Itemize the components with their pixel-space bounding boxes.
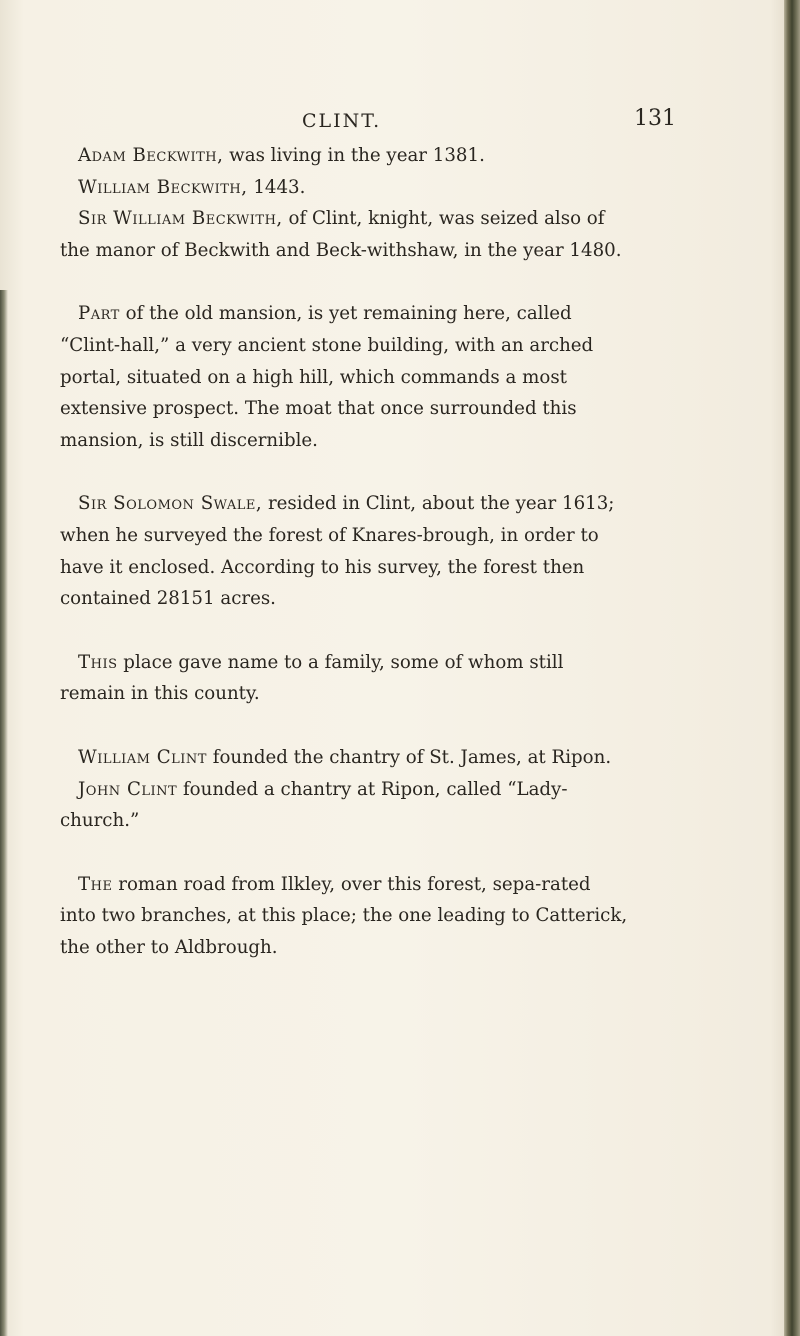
paragraph-lead: William Clint: [78, 746, 207, 768]
paragraph-william-clint: [60, 742, 628, 774]
paragraph-lead: William Beckwith,: [78, 176, 248, 198]
paragraph-text: was living in the year 1381.: [223, 145, 485, 166]
paragraph-william-beckwith: [60, 172, 628, 204]
paragraph-text: founded the chantry of St. James, at Ripon.: [206, 746, 612, 768]
paragraph-sir-solomon-swale: [60, 488, 628, 614]
page-body: [60, 140, 628, 963]
paragraph-sir-william-beckwith: [60, 203, 628, 266]
paragraph-lead: The: [78, 873, 113, 895]
paragraph-lead: Adam Beckwith,: [78, 145, 224, 166]
page-edge-right: [784, 0, 800, 1336]
paragraph-text: founded a chantry at Ripon, called “Lady-church.”: [60, 778, 568, 832]
paragraph-text: place gave name to a family, some of whom still remain in this county.: [60, 651, 564, 705]
paragraph-roman-road: [60, 869, 628, 964]
paragraph-old-mansion: [60, 298, 628, 456]
page-binding-shadow-left: [0, 290, 8, 1336]
paragraph-lead: Part: [78, 303, 120, 325]
paragraph-family-name: [60, 647, 628, 710]
paragraph-adam-beckwith: [60, 140, 628, 172]
paragraph-text: roman road from Ilkley, over this forest, sepa-rated into two branches, at this place; the one leading to Catterick, the other to Aldbrough.: [60, 873, 628, 958]
running-head: CLINT.: [302, 110, 382, 132]
paragraph-text: 1443.: [247, 176, 306, 198]
page-number: 131: [634, 106, 676, 131]
paragraph-text: of Clint, knight, was seized also of the manor of Beckwith and Beck-withshaw, in the year 1480.: [60, 208, 622, 261]
paragraph-lead: This: [78, 651, 118, 673]
paragraph-lead: Sir Solomon Swale,: [78, 493, 263, 515]
paragraph-lead: John Clint: [78, 778, 178, 800]
paragraph-text: resided in Clint, about the year 1613; when he surveyed the forest of Knares-brough, in order to have it enclosed. According to his survey, the forest then contained 28151 acres.: [60, 493, 615, 610]
paragraph-john-clint: [60, 774, 628, 837]
paragraph-lead: Sir William Beckwith,: [78, 208, 283, 230]
paragraph-text: of the old mansion, is yet remaining here, called “Clint-hall,” a very ancient stone building, with an arched portal, situated on a high hill, which commands a most extensive prospect. The moat that once surrounded this mansion, is still discernible.: [60, 303, 594, 451]
